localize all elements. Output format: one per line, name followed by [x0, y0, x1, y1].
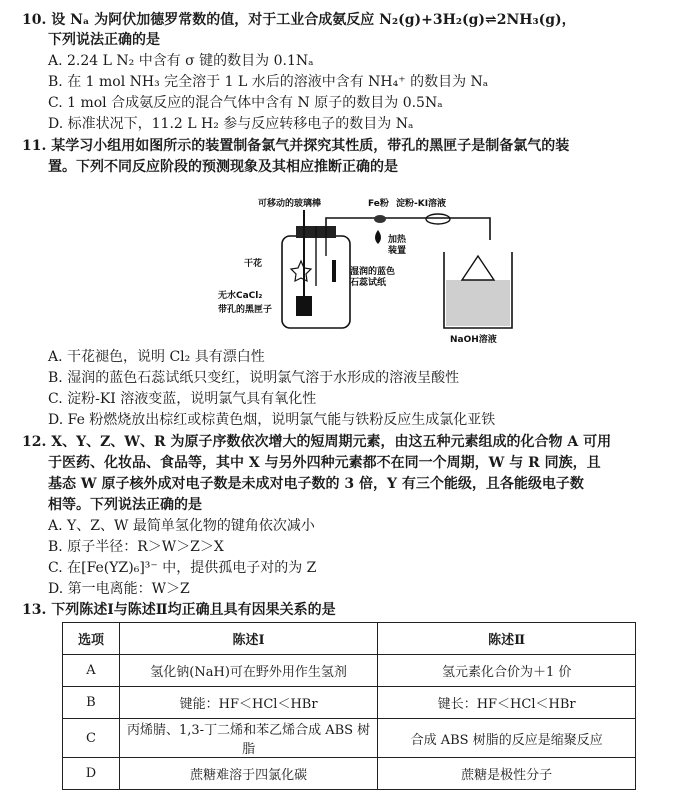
- header-statement-2: 陈述Ⅱ: [378, 623, 636, 655]
- label-litmus-1: 湿润的蓝色: [350, 267, 396, 277]
- q11-stem-line2: 置。下列不同反应阶段的预测现象及其相应推断正确的是: [48, 159, 398, 175]
- label-device: 装置: [388, 246, 407, 256]
- label-fe-powder: Fe粉: [368, 199, 389, 209]
- q12-stem-line3: 基态 W 原子核外成对电子数是未成对电子数的 3 倍，Y 有三个能级，且各能级电子数: [48, 476, 584, 492]
- q11-option-d: D. Fe 粉燃烧放出棕红或棕黄色烟，说明氯气能与铁粉反应生成氯化亚铁: [48, 412, 496, 428]
- row-d-statement-1: 蔗糖难溶于四氯化碳: [119, 758, 377, 790]
- row-b-option: B: [63, 687, 120, 719]
- q10-option-d: D. 标准状况下，11.2 L H₂ 参与反应转移电子的数目为 Nₐ: [48, 116, 414, 132]
- fe-powder-bulb: [374, 215, 386, 223]
- label-heating: 加热: [388, 235, 407, 245]
- q10-stem-line2: 下列说法正确的是: [48, 32, 160, 48]
- header-option: 选项: [63, 623, 120, 655]
- label-movable-rod: 可移动的玻璃棒: [258, 199, 322, 209]
- table-row: [63, 758, 636, 790]
- row-a-statement-1: 氢化钠(NaH)可在野外用作生氢剂: [119, 655, 377, 687]
- q12-option-c: C. 在[Fe(YZ)₆]³⁻ 中，提供孤电子对的为 Z: [48, 560, 317, 576]
- row-b-statement-2: 键长：HF＜HCl＜HBr: [378, 687, 636, 719]
- ki-bulb: [426, 214, 450, 224]
- label-dry-flower: 干花: [244, 259, 263, 269]
- litmus-paper: [332, 260, 336, 282]
- row-c-statement-2: 合成 ABS 树脂的反应是缩聚反应: [378, 719, 636, 758]
- label-litmus-2: 石蕊试纸: [350, 278, 387, 288]
- q12-option-a: A. Y、Z、W 最简单氢化物的键角依次减小: [48, 518, 315, 534]
- black-box: [296, 296, 312, 316]
- q11-stem-line1: 11. 某学习小组用如图所示的装置制备氯气并探究其性质，带孔的黑匣子是制备氯气的装: [22, 138, 570, 154]
- flame-icon: [375, 230, 381, 244]
- label-naoh: NaOH溶液: [450, 335, 497, 345]
- q10-stem-line1: 10. 设 Nₐ 为阿伏加德罗常数的值，对于工业合成氨反应 N₂(g)+3H₂(g)⇌2NH₃(g)，: [22, 12, 576, 28]
- q12-option-d: D. 第一电离能：W＞Z: [48, 581, 190, 597]
- table-header-row: [63, 623, 636, 655]
- row-c-option: C: [63, 719, 120, 758]
- q11-option-a: A. 干花褪色，说明 Cl₂ 具有漂白性: [48, 349, 265, 365]
- row-a-statement-2: 氢元素化合价为＋1 价: [378, 655, 636, 687]
- q10-option-b: B. 在 1 mol NH₃ 完全溶于 1 L 水后的溶液中含有 NH₄⁺ 的数目为 Nₐ: [48, 74, 489, 90]
- table-row: [63, 655, 636, 687]
- funnel: [462, 256, 494, 280]
- delivery-tube: [326, 218, 490, 240]
- apparatus-diagram: [200, 196, 520, 346]
- label-cacl2: 无水CaCl₂: [218, 291, 263, 301]
- row-d-option: D: [63, 758, 120, 790]
- header-statement-1: 陈述Ⅰ: [119, 623, 377, 655]
- q11-option-b: B. 湿润的蓝色石蕊试纸只变红，说明氯气溶于水形成的溶液呈酸性: [48, 370, 460, 386]
- q10-option-c: C. 1 mol 合成氨反应的混合气体中含有 N 原子的数目为 0.5Nₐ: [48, 95, 443, 111]
- q13-table: [62, 622, 636, 790]
- q11-option-c: C. 淀粉-KI 溶液变蓝，说明氯气具有氧化性: [48, 391, 317, 407]
- naoh-liquid: [446, 280, 510, 326]
- row-b-statement-1: 键能：HF＜HCl＜HBr: [119, 687, 377, 719]
- q12-stem-line4: 相等。下列说法正确的是: [48, 497, 202, 513]
- q13-stem: 13. 下列陈述Ⅰ与陈述Ⅱ均正确且具有因果关系的是: [22, 602, 336, 618]
- table-row: [63, 719, 636, 758]
- row-c-statement-1: 丙烯腈、1,3-丁二烯和苯乙烯合成 ABS 树脂: [119, 719, 377, 758]
- q12-option-b: B. 原子半径：R＞W＞Z＞X: [48, 539, 224, 555]
- q10-option-a: A. 2.24 L N₂ 中含有 σ 键的数目为 0.1Nₐ: [48, 53, 314, 69]
- row-a-option: A: [63, 655, 120, 687]
- q12-stem-line2: 于医药、化妆品、食品等，其中 X 与另外四种元素都不在同一个周期，W 与 R 同族，且: [48, 455, 601, 471]
- row-d-statement-2: 蔗糖是极性分子: [378, 758, 636, 790]
- label-black-box: 带孔的黑匣子: [218, 305, 273, 315]
- table-row: [63, 687, 636, 719]
- q12-stem-line1: 12. X、Y、Z、W、R 为原子序数依次增大的短周期元素，由这五种元素组成的化合物 A 可用: [22, 434, 612, 450]
- flower-icon: [291, 261, 311, 281]
- apparatus-figure: [200, 196, 520, 346]
- label-ki-starch: 淀粉-KI溶液: [396, 199, 447, 209]
